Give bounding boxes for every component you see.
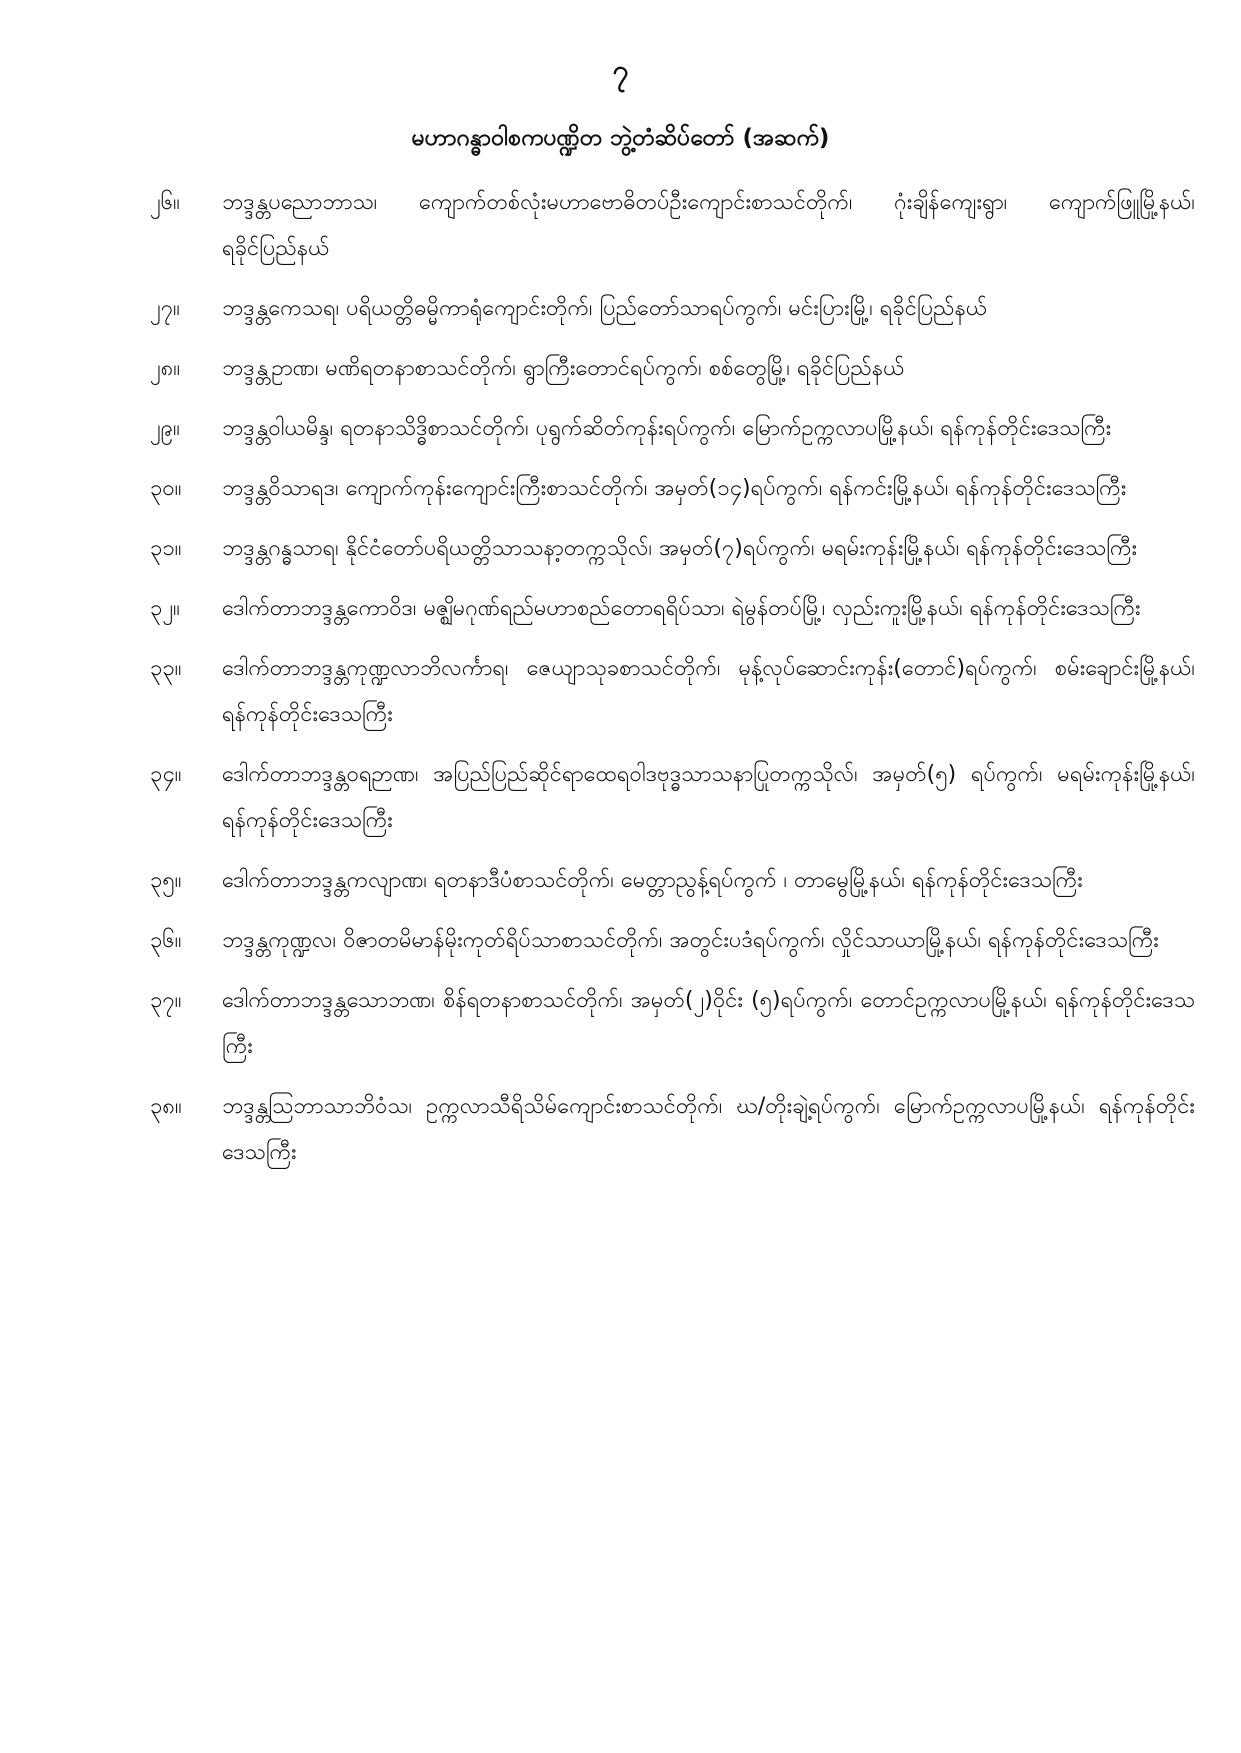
entry-text: ဘဒ္ဒန္တဥာဏ၊ မဏိရတနာစာသင်တိုက်၊ ရွာကြီးတောင်ရပ်ကွက်၊ စစ်တွေမြို့၊ ရခိုင်ပြည်နယ် bbox=[222, 356, 905, 381]
list-item bbox=[150, 752, 1195, 844]
entry-text: ဒေါက်တာဘဒ္ဒန္တဝရဉာဏ၊ အပြည်ပြည်ဆိုင်ရာထေရဝါဒဗုဒ္ဓသာသနာပြုတက္ကသိုလ်၊ အမှတ်(၅) ရပ်ကွက်၊ မရမ်းကုန်းမြို့နယ်၊ ရန်ကုန်တိုင်းဒေသကြီး bbox=[222, 762, 1195, 833]
entry-text: ဒေါက်တာဘဒ္ဒန္တသောဘဏ၊ စိန်ရတနာစာသင်တိုက်၊ အမှတ်(၂)ဝိုင်း (၅)ရပ်ကွက်၊ တောင်ဥက္ကလာပမြို့နယ်၊ ရန်ကုန်တိုင်းဒေသကြီး bbox=[222, 988, 1195, 1059]
list-item bbox=[150, 858, 1195, 904]
entry-text: ဒေါက်တာဘဒ္ဒန္တကလျာဏ၊ ရတနာဒီပံစာသင်တိုက်၊ မေတ္တာညွန့်ရပ်ကွက် ၊ တာမွေမြို့နယ်၊ ရန်ကုန်တိုင်းဒေသကြီး bbox=[222, 868, 1083, 893]
entry-text: ဘဒ္ဒန္တပညောဘာသ၊ ကျောက်တစ်လုံးမဟာဗောဓိတပ်ဦးကျောင်းစာသင်တိုက်၊ ဂုံးချိန်ကျေးရွာ၊ ကျောက်ဖြူမြို့နယ်၊ ရခိုင်ပြည်နယ် bbox=[222, 190, 1195, 261]
entry-text: ဒေါက်တာဘဒ္ဒန္တကုဏ္ဍလာဘိလင်္ကာရ၊ ဇေယျာသုခစာသင်တိုက်၊ မုန့်လုပ်ဆောင်းကုန်း(တောင်)ရပ်ကွက်၊ စမ်းချောင်းမြို့နယ်၊ ရန်ကုန်တိုင်းဒေသကြီး bbox=[222, 656, 1195, 727]
entry-number: ၃၈။ bbox=[150, 1094, 182, 1119]
entry-text: ဒေါက်တာဘဒ္ဒန္တကောဝိဒ၊ မဇ္ဈိမဂုဏ်ရည်မဟာစည်တောရရိပ်သာ၊ ရဲမွန်တပ်မြို့၊ လှည်းကူးမြို့နယ်၊ ရန်ကုန်တိုင်းဒေသကြီး bbox=[222, 596, 1141, 621]
entry-text: ဘဒ္ဒန္တဝါယမိန္ဒ၊ ရတနာသိဒ္ဓိစာသင်တိုက်၊ ပုရွက်ဆိတ်ကုန်းရပ်ကွက်၊ မြောက်ဥက္ကလာပမြို့နယ်၊ ရန်ကုန်တိုင်းဒေသကြီး bbox=[222, 416, 1112, 441]
entry-number: ၃၃။ bbox=[150, 656, 182, 681]
list-item bbox=[150, 406, 1195, 452]
list-item bbox=[150, 526, 1195, 572]
list-item bbox=[150, 180, 1195, 272]
entry-text: ဘဒ္ဒန္တကေသရ၊ ပရိယတ္တိဓမ္မိကာရုံကျောင်းတိုက်၊ ပြည်တော်သာရပ်ကွက်၊ မင်းပြားမြို့၊ ရခိုင်ပြည်နယ် bbox=[222, 296, 988, 321]
entry-number: ၃၀။ bbox=[150, 476, 182, 501]
entry-number: ၃၂။ bbox=[150, 596, 180, 621]
entry-number: ၂၉။ bbox=[150, 416, 180, 441]
entry-number: ၂၇။ bbox=[150, 296, 180, 321]
list-item bbox=[150, 978, 1195, 1070]
document-title: မဟာဂန္ဓာဝါစကပဏ္ဍိတ ဘွဲ့တံဆိပ်တော် (အဆက်) bbox=[411, 125, 830, 151]
list-item bbox=[150, 586, 1195, 632]
list-item bbox=[150, 346, 1195, 392]
list-item bbox=[150, 1084, 1195, 1176]
list-item bbox=[150, 286, 1195, 332]
entry-number: ၂၆။ bbox=[150, 190, 180, 215]
list-item bbox=[150, 646, 1195, 738]
entry-text: ဘဒ္ဒန္တသြဘာသာဘိဝံသ၊ ဥက္ကလာသီရိသိမ်ကျောင်းစာသင်တိုက်၊ ဃ/တိုးချဲ့ရပ်ကွက်၊ မြောက်ဥက္ကလာပမြို့နယ်၊ ရန်ကုန်တိုင်းဒေသကြီး bbox=[222, 1094, 1195, 1165]
entry-text: ဘဒ္ဒန္တဂန္ဓသာရ၊ နိုင်ငံတော်ပရိယတ္တိသာသနာ့တက္ကသိုလ်၊ အမှတ်(၇)ရပ်ကွက်၊ မရမ်းကုန်းမြို့နယ်၊ ရန်ကုန်တိုင်းဒေသကြီး bbox=[222, 536, 1138, 561]
page-number: ၇ bbox=[612, 54, 629, 87]
entry-text: ဘဒ္ဒန္တဝိသာရဒ၊ ကျောက်ကုန်းကျောင်းကြီးစာသင်တိုက်၊ အမှတ်(၁၄)ရပ်ကွက်၊ ရန်ကင်းမြို့နယ်၊ ရန်ကုန်တိုင်းဒေသကြီး bbox=[222, 476, 1127, 501]
entry-text: ဘဒ္ဒန္တကုဏ္ဍလ၊ ဝိဇာတမိမာန်မိုးကုတ်ရိပ်သာစာသင်တိုက်၊ အတွင်းပဒံရပ်ကွက်၊ လှိုင်သာယာမြို့နယ်၊ ရန်ကုန်တိုင်းဒေသကြီး bbox=[222, 928, 1159, 953]
entry-list bbox=[150, 180, 1195, 1190]
entry-number: ၃၇။ bbox=[150, 988, 182, 1013]
list-item bbox=[150, 918, 1195, 964]
entry-number: ၃၄။ bbox=[150, 762, 182, 787]
entry-number: ၃၁။ bbox=[150, 536, 182, 561]
entry-number: ၃၅။ bbox=[150, 868, 182, 893]
entry-number: ၃၆။ bbox=[150, 928, 182, 953]
entry-number: ၂၈။ bbox=[150, 356, 181, 381]
list-item bbox=[150, 466, 1195, 512]
